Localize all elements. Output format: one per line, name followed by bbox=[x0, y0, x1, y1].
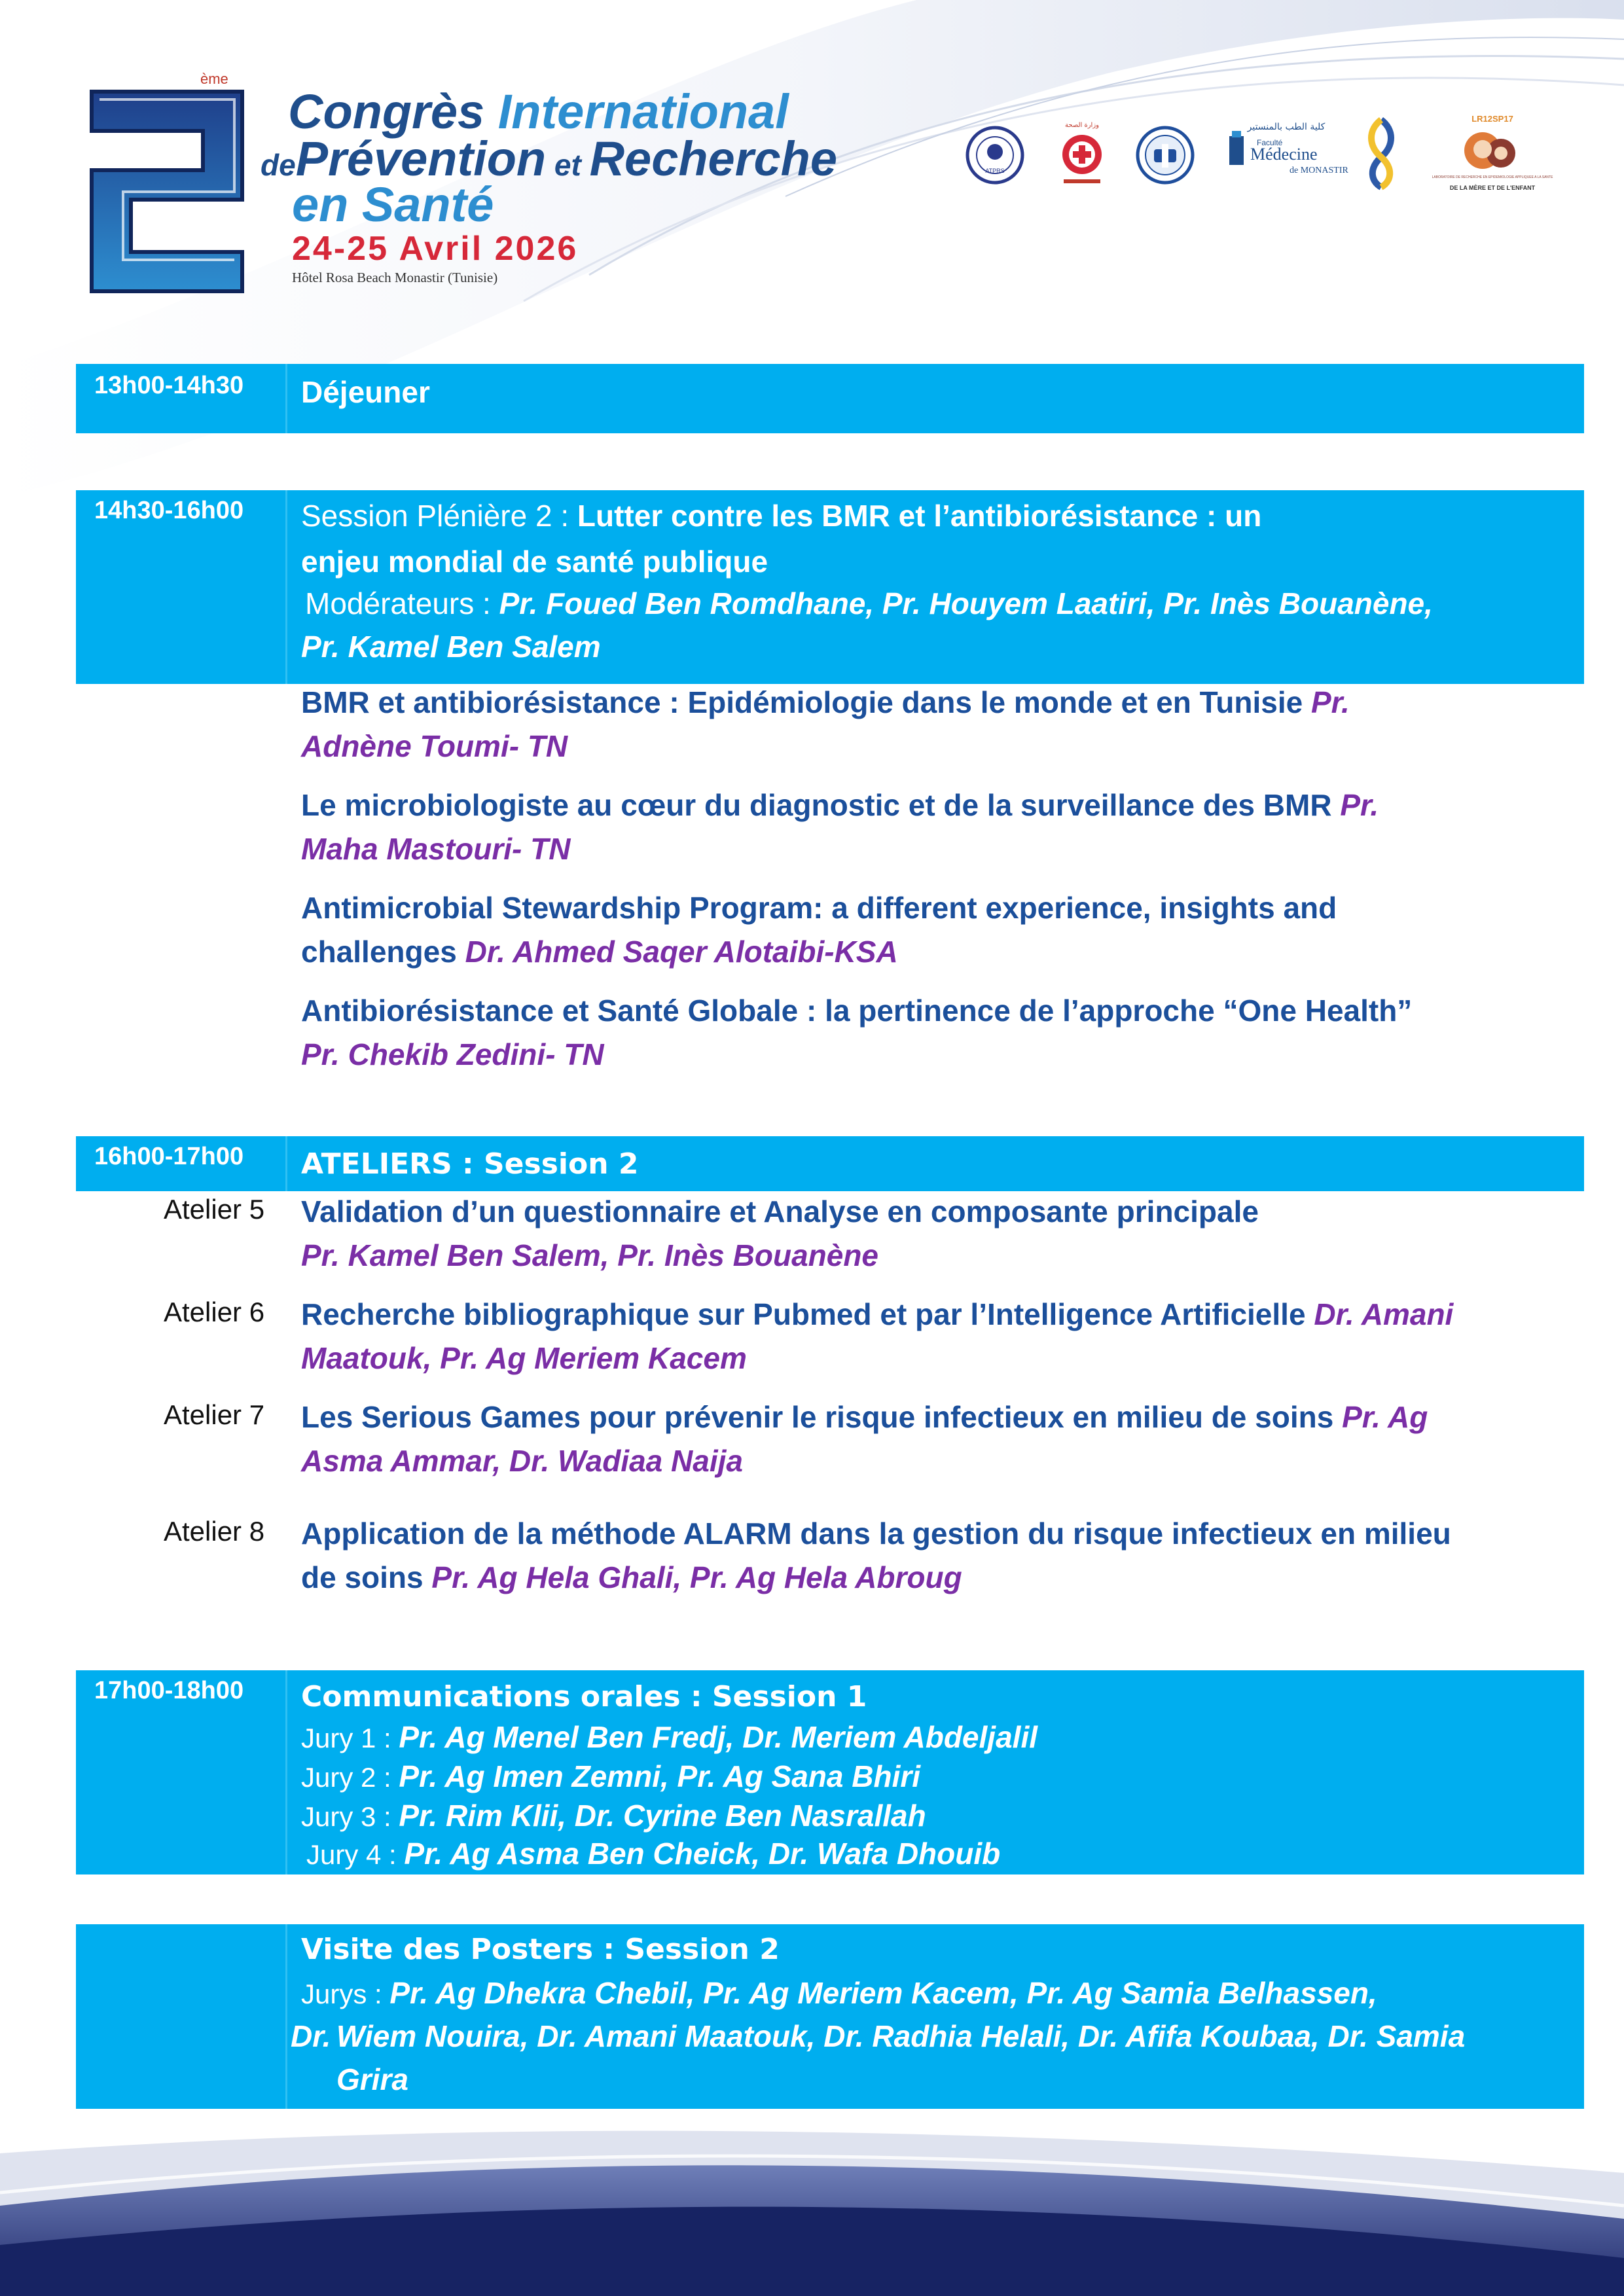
talk-speaker: Maha Mastouri- TN bbox=[301, 832, 571, 866]
ministry-logo-text: وزارة الصحة bbox=[1065, 122, 1099, 129]
faculty-main: Médecine bbox=[1250, 145, 1318, 164]
ordinal-number-logo bbox=[92, 92, 242, 291]
communications-title: Communications orales : Session 1 bbox=[301, 1680, 867, 1713]
posters-title: Visite des Posters : Session 2 bbox=[301, 1933, 780, 1966]
atelier-8-label: Atelier 8 bbox=[164, 1516, 265, 1547]
moderators-label: Modérateurs : bbox=[305, 586, 499, 620]
band-divider bbox=[285, 490, 287, 684]
lab-name: LABORATOIRE DE RECHERCHE EN EPIDEMIOLOGIE APPLIQUEE A LA SANTE bbox=[1432, 175, 1553, 179]
faculty-medicine-monastir-logo-icon bbox=[1224, 118, 1348, 183]
talk-title: Antimicrobial Stewardship Program: a different experience, insights and bbox=[301, 891, 1337, 925]
hospital-seal-logo-icon bbox=[1136, 126, 1195, 185]
atelier-5 bbox=[301, 1190, 1571, 1278]
title-word-congres: Congrès bbox=[288, 84, 498, 139]
plenary-talk-3 bbox=[301, 886, 1571, 974]
lab-name-end: DE LA MÈRE ET DE L'ENFANT bbox=[1449, 185, 1536, 191]
atelier-7-label: Atelier 7 bbox=[164, 1399, 265, 1430]
atelier-title: Validation d’un questionnaire et Analyse en composante principale bbox=[301, 1194, 1259, 1229]
atelier-title: Application de la méthode ALARM dans la gestion du risque infectieux en milieu bbox=[301, 1516, 1451, 1551]
atelier-title: Les Serious Games pour prévenir le risque infectieux en milieu de soins bbox=[301, 1400, 1343, 1434]
band-divider bbox=[285, 1924, 287, 2109]
atelier-speakers: Maatouk, Pr. Ag Meriem Kacem bbox=[301, 1341, 747, 1375]
jury-names: Pr. Rim Klii, Dr. Cyrine Ben Nasrallah bbox=[399, 1799, 926, 1833]
talk-title: Le microbiologiste au cœur du diagnostic et de la surveillance des BMR bbox=[301, 788, 1341, 822]
faculty-sub: Faculté bbox=[1257, 138, 1283, 147]
atelier-6 bbox=[301, 1293, 1571, 1380]
talk-title: BMR et antibiorésistance : Epidémiologie dans le monde et en Tunisie bbox=[301, 685, 1311, 719]
communications-time: 17h00-18h00 bbox=[94, 1677, 244, 1704]
atprs-logo-icon bbox=[965, 126, 1024, 185]
talk-speaker: Pr. Chekib Zedini- TN bbox=[301, 1037, 604, 1071]
atelier-6-label: Atelier 6 bbox=[164, 1297, 265, 1327]
plenary-title-a: Lutter contre les BMR et l’antibiorésistance : un bbox=[577, 499, 1262, 533]
posters-dr-prefix: Dr. bbox=[291, 2019, 331, 2053]
lunch-time: 13h00-14h30 bbox=[94, 372, 244, 399]
title-word-recherche: Recherche bbox=[589, 132, 838, 186]
talk-speaker: Adnène Toumi- TN bbox=[301, 729, 568, 763]
plenary-label: Session Plénière 2 : bbox=[301, 499, 577, 533]
event-date: 24-25 Avril 2026 bbox=[292, 230, 579, 268]
posters-juries-line-3: Grira bbox=[336, 2062, 408, 2096]
atelier-speakers: Asma Ammar, Dr. Wadiaa Naija bbox=[301, 1444, 743, 1478]
atelier-speakers: Pr. Ag Hela Ghali, Pr. Ag Hela Abroug bbox=[431, 1560, 962, 1594]
atelier-title-cont: de soins bbox=[301, 1560, 432, 1594]
moderators-names-a: Pr. Foued Ben Romdhane, Pr. Houyem Laatiri, Pr. Inès Bouanène, bbox=[499, 586, 1433, 620]
atelier-8 bbox=[301, 1512, 1571, 1600]
atelier-7 bbox=[301, 1395, 1571, 1483]
posters-band bbox=[76, 1924, 1584, 2109]
atelier-5-label: Atelier 5 bbox=[164, 1194, 265, 1225]
jury-label: Jury 4 : bbox=[306, 1839, 405, 1870]
plenary-time: 14h30-16h00 bbox=[94, 497, 244, 524]
plenary-session-band bbox=[76, 490, 1584, 684]
band-divider bbox=[285, 1136, 287, 1191]
talk-speaker-prefix: Pr. bbox=[1310, 685, 1350, 719]
jury-label: Jury 2 : bbox=[301, 1762, 399, 1793]
talk-title-cont: challenges bbox=[301, 935, 465, 969]
title-line-3: en Santé bbox=[292, 177, 494, 232]
jury-4 bbox=[306, 1834, 1000, 1874]
posters-juries-line-1 bbox=[301, 1971, 1377, 2016]
jury-2 bbox=[301, 1757, 920, 1797]
plenary-talk-2 bbox=[301, 783, 1571, 871]
jury-label: Jury 1 : bbox=[301, 1723, 399, 1753]
jury-label: Jury 3 : bbox=[301, 1801, 399, 1832]
lunch-title: Déjeuner bbox=[301, 375, 430, 409]
event-venue: Hôtel Rosa Beach Monastir (Tunisie) bbox=[292, 270, 498, 285]
atelier-speaker-prefix: Dr. Amani bbox=[1314, 1297, 1454, 1331]
title-word-et: et bbox=[546, 148, 590, 182]
ateliers-time: 16h00-17h00 bbox=[94, 1143, 244, 1170]
posters-juries-names-1: Pr. Ag Dhekra Chebil, Pr. Ag Meriem Kacem, Pr. Ag Samia Belhassen, bbox=[389, 1976, 1377, 2010]
title-word-prevention: Prévention bbox=[295, 132, 547, 186]
lab-code: LR12SP17 bbox=[1471, 114, 1513, 124]
posters-juries-label: Jurys : bbox=[301, 1979, 390, 2009]
band-divider bbox=[285, 1670, 287, 1874]
plenary-title-line-1 bbox=[301, 493, 1261, 539]
plenary-moderators-line-1 bbox=[305, 581, 1433, 626]
faculty-arabic-name: كلية الطب بالمنستير bbox=[1247, 122, 1326, 132]
communications-band bbox=[76, 1670, 1584, 1874]
plenary-moderators-line-2: Pr. Kamel Ben Salem bbox=[301, 630, 601, 664]
posters-juries-line-2: Wiem Nouira, Dr. Amani Maatouk, Dr. Radhia Helali, Dr. Afifa Koubaa, Dr. Samia bbox=[336, 2019, 1466, 2053]
ribbon-logo-icon bbox=[1358, 117, 1404, 190]
atprs-logo-text: ATPRS bbox=[985, 168, 1005, 174]
talk-speaker-prefix: Pr. bbox=[1340, 788, 1379, 822]
ordinal-suffix: ème bbox=[200, 71, 228, 87]
title-word-international: International bbox=[497, 84, 789, 139]
talk-speaker: Dr. Ahmed Saqer Alotaibi-KSA bbox=[465, 935, 898, 969]
faculty-city: de MONASTIR bbox=[1290, 166, 1348, 175]
lunch-band bbox=[76, 364, 1584, 433]
atelier-speaker-prefix: Pr. Ag bbox=[1342, 1400, 1428, 1434]
jury-names: Pr. Ag Asma Ben Cheick, Dr. Wafa Dhouib bbox=[404, 1837, 1001, 1871]
jury-1 bbox=[301, 1717, 1038, 1758]
band-divider bbox=[285, 364, 287, 433]
footer-wave-background bbox=[0, 2081, 1624, 2296]
atelier-speakers: Pr. Kamel Ben Salem, Pr. Inès Bouanène bbox=[301, 1238, 879, 1272]
ministry-health-logo-icon bbox=[1051, 118, 1113, 187]
plenary-title-line-2: enjeu mondial de santé publique bbox=[301, 545, 768, 579]
jury-names: Pr. Ag Menel Ben Fredj, Dr. Meriem Abdeljalil bbox=[399, 1720, 1038, 1754]
atelier-title: Recherche bibliographique sur Pubmed et par l’Intelligence Artificielle bbox=[301, 1297, 1314, 1331]
talk-title: Antibiorésistance et Santé Globale : la pertinence de l’approche “One Health” bbox=[301, 994, 1413, 1028]
mother-child-lab-logo-icon bbox=[1432, 113, 1553, 198]
ateliers-title: ATELIERS : Session 2 bbox=[301, 1147, 639, 1181]
plenary-talk-1 bbox=[301, 681, 1571, 768]
title-word-de: de bbox=[261, 148, 296, 182]
jury-names: Pr. Ag Imen Zemni, Pr. Ag Sana Bhiri bbox=[399, 1759, 921, 1793]
jury-3 bbox=[301, 1796, 926, 1837]
plenary-talk-4 bbox=[301, 989, 1571, 1077]
ateliers-band bbox=[76, 1136, 1584, 1191]
